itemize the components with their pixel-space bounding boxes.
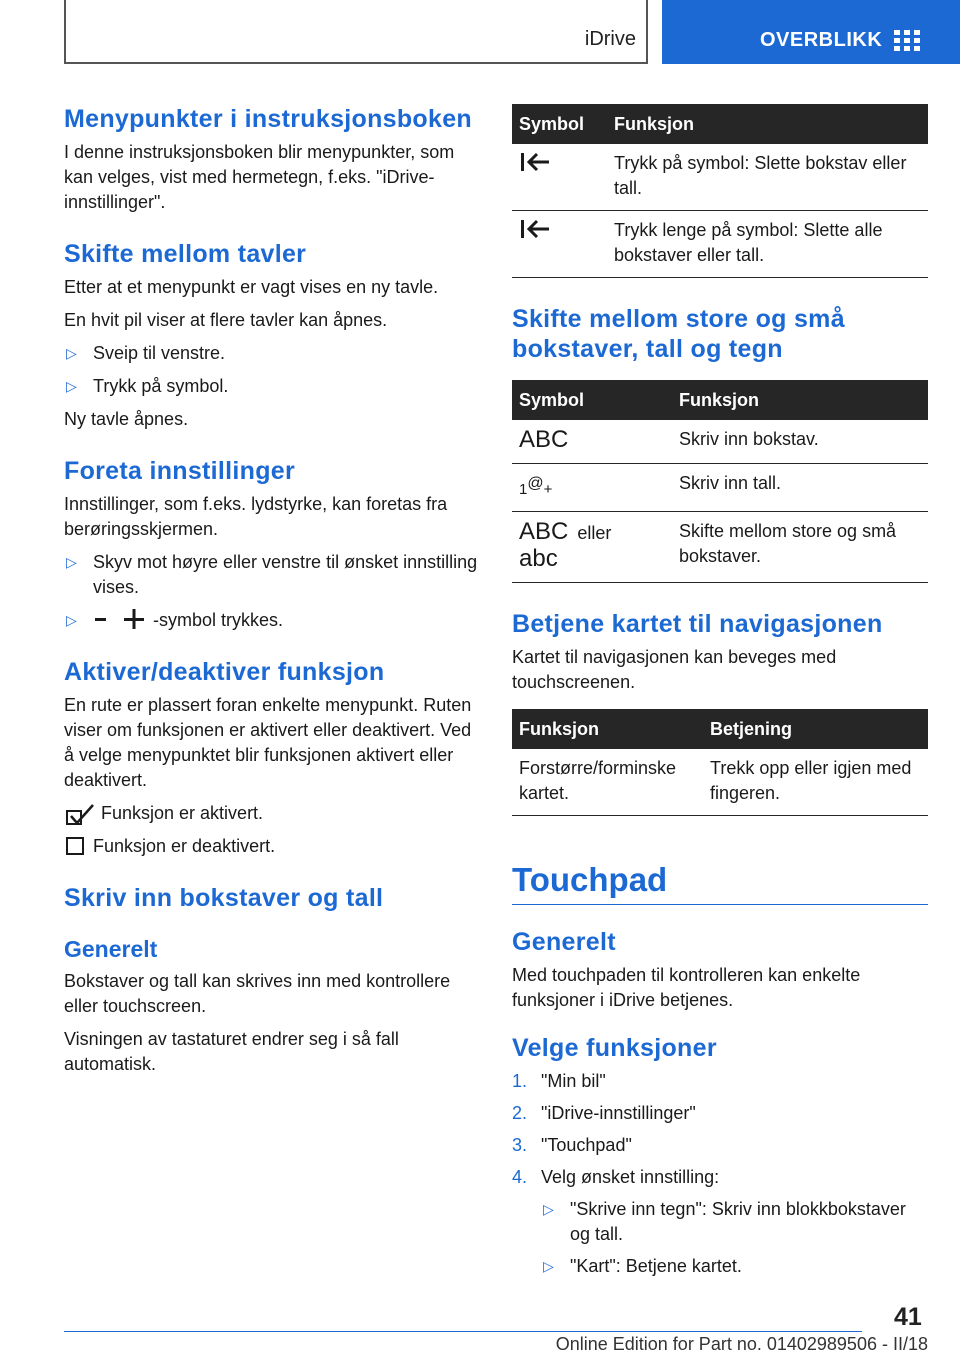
bullet-triangle-icon: ▷ xyxy=(66,554,77,570)
abc-lower-icon: abc xyxy=(519,545,558,572)
overview-label: OVERBLIKK xyxy=(760,29,883,51)
page-number: 41 xyxy=(894,1303,922,1331)
table-row xyxy=(512,749,928,816)
backspace-icon xyxy=(519,151,551,173)
table-row xyxy=(512,420,928,464)
bullet-triangle-icon: ▷ xyxy=(543,1201,554,1217)
map-operation-table xyxy=(512,709,928,816)
section-title-settings: Foreta innstillinger xyxy=(64,457,296,485)
bullet-triangle-icon: ▷ xyxy=(543,1258,554,1274)
section-title-enter-text: Skriv inn bokstaver og tall xyxy=(64,884,384,912)
overview-tab[interactable] xyxy=(662,0,960,64)
grid-menu-icon xyxy=(894,30,920,52)
list-item: 3. "Touchpad" xyxy=(512,1135,632,1155)
enter-text-p2: Visningen av tastaturet endrer seg i så fall automatisk. xyxy=(64,1029,399,1074)
chapter-title-touchpad: Touchpad xyxy=(512,860,928,905)
function-switch-case: Skifte mellom store og små bokstaver. xyxy=(672,512,928,583)
checkbox-checked-legend: Funksjon er aktivert. xyxy=(64,801,482,826)
enter-text-p1: Bokstaver og tall kan skrives inn med kontrollere eller touchscreen. xyxy=(64,971,451,1016)
switch-panels-text-2: En hvit pil viser at flere tavler kan åpnes. xyxy=(64,310,388,330)
table-header-function: Funksjon xyxy=(512,709,703,749)
section-title-toggle-function: Aktiver/deaktiver funksjon xyxy=(64,658,385,686)
minus-plus-icon xyxy=(93,609,149,629)
toggle-function-text: En rute er plassert foran enkelte menypunkt. Ruten viser om funksjonen er aktivert eller deaktivert. Ved å velge menypunktet blir funksjonen aktivert eller deaktivert. xyxy=(64,695,472,790)
function-enter-letter: Skriv inn bokstav. xyxy=(672,420,928,464)
backspace-icon xyxy=(519,218,551,240)
delete-symbols-table xyxy=(512,104,928,278)
section-title-switch-case: Skifte mellom store og små bokstaver, tall og tegn xyxy=(512,305,845,363)
footer-edition: Online Edition for Part no. 01402989506 - II/18 xyxy=(555,1334,928,1354)
bullet-slide: ▷ Skyv mot høyre eller venstre til ønsket innstilling vises. xyxy=(66,552,478,597)
abc-upper-icon: ABC xyxy=(519,426,569,453)
abc-upper-icon: ABC xyxy=(519,518,569,545)
bullet-swipe-left: ▷ Sveip til venstre. xyxy=(64,341,482,366)
table-row xyxy=(512,464,928,512)
table-header-operation: Betjening xyxy=(703,709,928,749)
table-row xyxy=(512,144,928,211)
list-item: 4. Velg ønsket innstilling: xyxy=(512,1167,720,1187)
table-row xyxy=(512,512,928,583)
table-header-function: Funksjon xyxy=(607,104,928,144)
footer-divider xyxy=(64,1331,862,1332)
table-header-function: Funksjon xyxy=(672,380,928,420)
function-enter-number: Skriv inn tall. xyxy=(672,464,928,512)
section-title-map-navigation: Betjene kartet til navigasjonen xyxy=(512,610,883,638)
list-item: 2. "iDrive-innstillinger" xyxy=(512,1103,696,1123)
header-section-label: iDrive xyxy=(584,28,636,50)
function-zoom-map: Forstørre/forminske kartet. xyxy=(512,749,703,816)
table-header-symbol: Symbol xyxy=(512,104,607,144)
section-title-switch-panels: Skifte mellom tavler xyxy=(64,240,307,268)
function-delete-char: Trykk på symbol: Slette bokstav eller tall. xyxy=(607,144,928,211)
sub-bullet-map: ▷ "Kart": Betjene kartet. xyxy=(512,1254,928,1279)
bullet-triangle-icon: ▷ xyxy=(66,345,77,361)
bullet-minus-plus: ▷ -symbol trykkes. xyxy=(64,608,482,633)
subsection-title-general: Generelt xyxy=(64,936,158,962)
list-item: 1. "Min bil" xyxy=(512,1071,606,1091)
checkbox-unchecked-icon xyxy=(66,837,86,857)
switch-panels-text-1: Etter at et menypunkt er vagt vises en ny tavle. xyxy=(64,277,439,297)
section-title-general: Generelt xyxy=(512,928,616,956)
menu-items-text: I denne instruksjonsboken blir menypunkter, som kan velges, vist med hermetegn, f.eks. "iDrive-innstillinger". xyxy=(64,142,455,212)
section-title-select-functions: Velge funksjoner xyxy=(512,1034,717,1062)
sub-bullet-enter-chars: ▷ "Skrive inn tegn": Skriv inn blokkbokstaver og tall. xyxy=(543,1199,906,1244)
bullet-triangle-icon: ▷ xyxy=(66,378,77,394)
operation-drag: Trekk opp eller igjen med fingeren. xyxy=(703,749,928,816)
table-header-symbol: Symbol xyxy=(512,380,672,420)
switch-panels-result: Ny tavle åpnes. xyxy=(64,409,189,429)
function-delete-all: Trykk lenge på symbol: Slette alle bokstaver eller tall. xyxy=(607,211,928,278)
numbers-symbols-icon: 1@+ xyxy=(519,475,553,498)
right-column xyxy=(512,104,928,1286)
general-text: Med touchpaden til kontrolleren kan enkelte funksjoner i iDrive betjenes. xyxy=(512,965,861,1010)
header-box xyxy=(64,0,648,64)
settings-text: Innstillinger, som f.eks. lydstyrke, kan foretas fra berøringsskjermen. xyxy=(64,494,448,539)
checkbox-checked-icon xyxy=(66,804,96,826)
bullet-tap-symbol: ▷ Trykk på symbol. xyxy=(64,374,482,399)
map-navigation-text: Kartet til navigasjonen kan beveges med touchscreenen. xyxy=(512,647,837,692)
section-title-menu-items: Menypunkter i instruksjonsboken xyxy=(64,105,472,133)
left-column xyxy=(64,104,482,1085)
checkbox-unchecked-legend: Funksjon er deaktivert. xyxy=(64,834,482,859)
keyboard-symbols-table xyxy=(512,380,928,583)
bullet-triangle-icon: ▷ xyxy=(66,612,77,628)
or-text: eller xyxy=(577,523,612,543)
table-row xyxy=(512,211,928,278)
